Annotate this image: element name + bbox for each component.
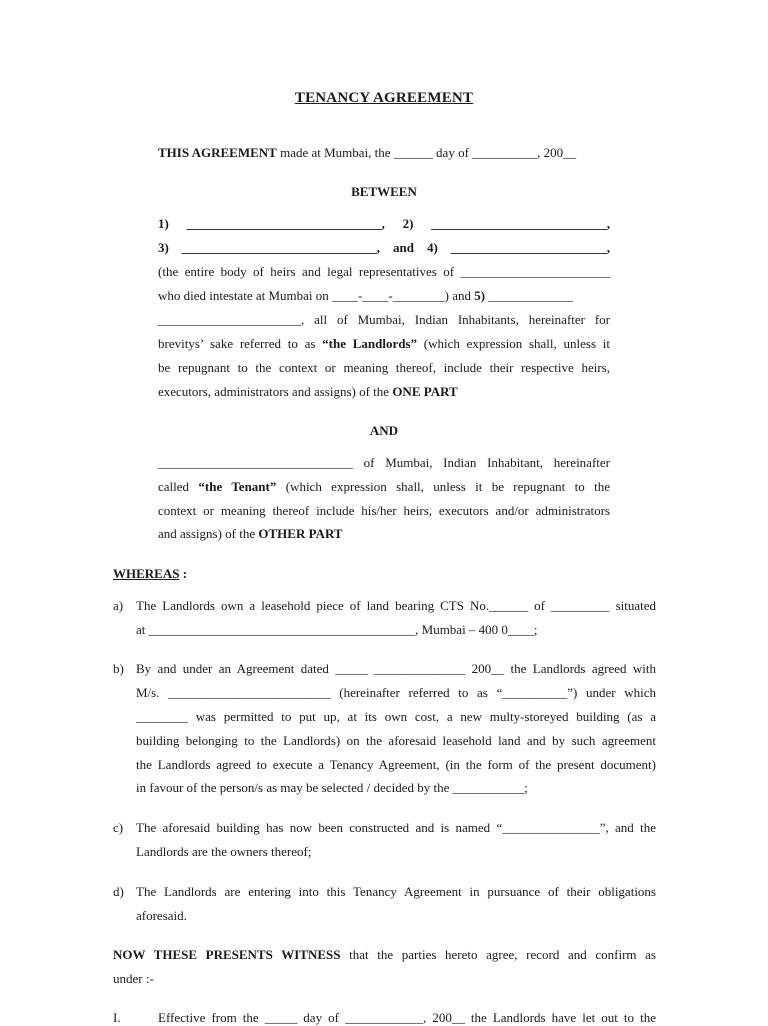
clause-i-marker: I. — [113, 1010, 121, 1025]
item-c-line-1: The aforesaid building has now been constructed and is named “_______________”, and the — [136, 820, 656, 835]
document-title: TENANCY AGREEMENT — [294, 90, 474, 106]
one-part-label: ONE PART — [392, 384, 458, 399]
tenant-line-3: context or meaning thereof include his/her heirs, executors and/or administrators — [158, 503, 610, 518]
landlords-line-6 — [158, 336, 610, 352]
tenant-defined-term: “the Tenant” — [198, 479, 277, 494]
item-c-line-2: Landlords are the owners thereof; — [136, 844, 312, 859]
landlords-line-1: 1) ______________________________, 2) ___________________________, — [158, 216, 610, 231]
item-a-marker: a) — [113, 598, 124, 613]
item-b-marker: b) — [113, 661, 124, 676]
tenant-line-1: ______________________________ of Mumbai, Indian Inhabitant, hereinafter — [158, 455, 610, 470]
tenant-line-4 — [158, 526, 343, 542]
item-b-line-2: M/s. _________________________ (hereinafter referred to as “__________”) under which — [136, 685, 656, 700]
landlords-line-5: ______________________, all of Mumbai, Indian Inhabitants, hereinafter for — [158, 312, 610, 327]
clause-i-text: Effective from the _____ day of ____________, 200__ the Landlords have let out to the — [158, 1010, 656, 1025]
landlords-line-4 — [158, 288, 573, 304]
landlords-line-4-blank: _____________ — [485, 288, 573, 303]
agreement-intro — [158, 145, 576, 161]
landlords-line-6-rest: (which expression shall, unless it — [417, 336, 611, 351]
item-b-line-1: By and under an Agreement dated _____ ______________ 200__ the Landlords agreed with — [136, 661, 656, 676]
item-b-line-3: ________ was permitted to put up, at its own cost, a new multy-storeyed building (as a — [136, 709, 656, 724]
item-d-line-2: aforesaid. — [136, 908, 187, 923]
item-d-marker: d) — [113, 884, 124, 899]
item-c-marker: c) — [113, 820, 124, 835]
tenant-line-2-rest: (which expression shall, unless it be repugnant to the — [276, 479, 610, 494]
item-a-line-2: at _________________________________________, Mumbai – 400 0____; — [136, 622, 538, 637]
landlords-line-3: (the entire body of heirs and legal representatives of _______________________ — [158, 264, 610, 279]
item-b-line-4: building belonging to the Landlords) on the aforesaid leasehold land and by such agreement — [136, 733, 656, 748]
item-b-line-6: in favour of the person/s as may be selected / decided by the ___________; — [136, 780, 528, 795]
witness-line-1 — [113, 947, 656, 963]
tenant-line-4-text: and assigns) of the — [158, 526, 259, 541]
landlords-line-2: 3) ______________________________, and 4) ________________________, — [158, 240, 610, 255]
intro-bold: THIS AGREEMENT — [158, 145, 277, 160]
item-d-line-1: The Landlords are entering into this Tenancy Agreement in pursuance of their obligations — [136, 884, 656, 899]
whereas-colon: : — [179, 566, 188, 581]
landlords-line-4-number: 5) — [474, 288, 486, 303]
tenant-line-2 — [158, 479, 610, 495]
landlords-line-7: be repugnant to the context or meaning thereof, include their respective heirs, — [158, 360, 610, 375]
landlords-defined-term: “the Landlords” — [322, 336, 418, 351]
intro-text: made at Mumbai, the ______ day of __________, 200__ — [276, 145, 577, 160]
landlords-line-8 — [158, 384, 458, 400]
tenant-line-2-text: called — [158, 479, 199, 494]
item-a-line-1: The Landlords own a leasehold piece of land bearing CTS No.______ of _________ situated — [136, 598, 656, 613]
item-b-line-5: the Landlords agreed to execute a Tenancy Agreement, (in the form of the present document) — [136, 757, 656, 772]
whereas-label: WHEREAS — [113, 566, 180, 581]
landlords-line-4-text: who died intestate at Mumbai on ____-____-________) and — [158, 288, 475, 303]
witness-text: that the parties hereto agree, record and confirm as — [340, 947, 656, 962]
other-part-label: OTHER PART — [258, 526, 343, 541]
landlords-line-6-text: brevitys’ sake referred to as — [158, 336, 323, 351]
between-heading: BETWEEN — [351, 184, 417, 199]
and-heading: AND — [369, 423, 399, 438]
witness-line-2: under :- — [113, 971, 154, 986]
landlords-line-8-text: executors, administrators and assigns) of the — [158, 384, 393, 399]
whereas-heading — [113, 566, 187, 582]
witness-bold: NOW THESE PRESENTS WITNESS — [113, 947, 341, 962]
